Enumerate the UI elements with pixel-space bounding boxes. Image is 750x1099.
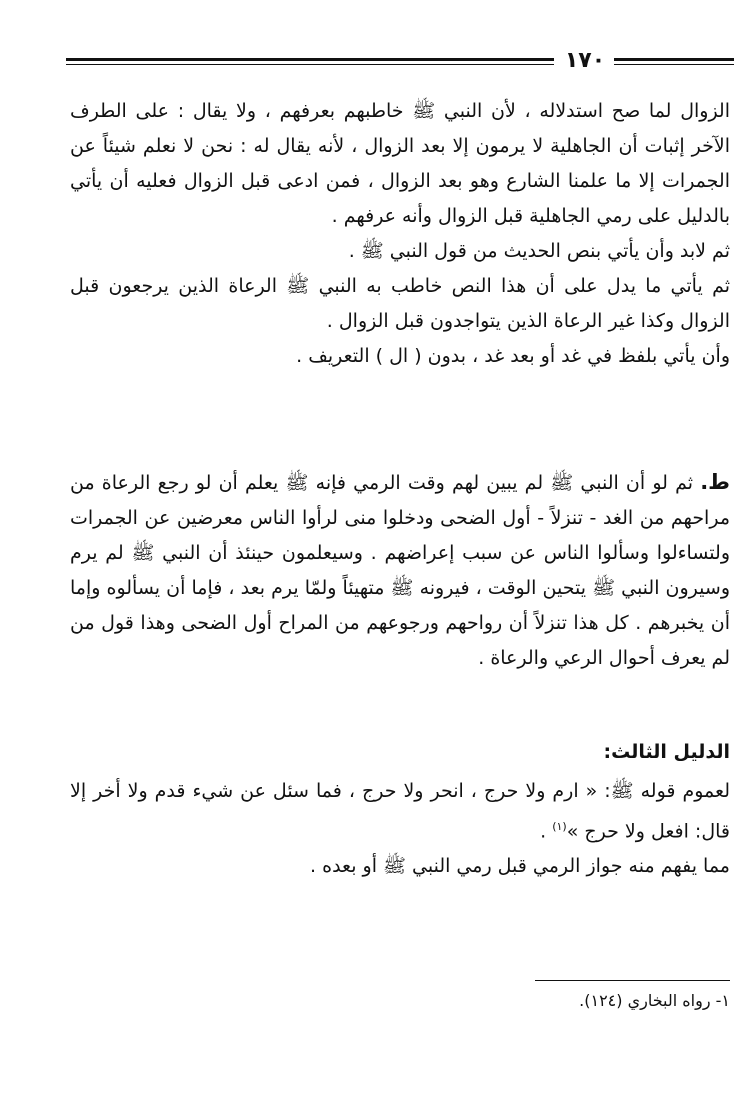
paragraph: ثم يأتي ما يدل على أن هذا النص خاطب به النبي ﷺ الرعاة الذين يرجعون قبل الزوال وكذا غير الرعاة الذين يتواجدون قبل الزوال . <box>70 275 730 332</box>
header-rule-right <box>614 58 734 65</box>
page-number: ١٧٠ <box>564 48 606 73</box>
section-heading: الدليل الثالث: <box>603 741 730 763</box>
header-rule-left <box>66 58 554 65</box>
paragraph: ثم لابد وأن يأتي بنص الحديث من قول النبي ﷺ . <box>348 240 730 262</box>
paragraph: مما يفهم منه جواز الرمي قبل رمي النبي ﷺ أو بعده . <box>310 855 730 878</box>
paragraph <box>70 465 730 676</box>
paragraph <box>70 774 730 849</box>
paragraph-text: لعموم قوله ﷺ: « ارم ولا حرج ، انحر ولا حرج ، فما سئل عن شيء قدم ولا أخر إلا قال: افعل ولا حرج » <box>70 780 730 843</box>
section-marker: ط. <box>700 470 730 494</box>
paragraph: وأن يأتي بلفظ في غد أو بعد غد ، بدون ( ال ) التعريف . <box>296 345 730 367</box>
text-block-2 <box>70 465 730 676</box>
text-block-1 <box>70 94 730 374</box>
footnote-divider <box>535 980 730 981</box>
footnote-reference[interactable]: (١) <box>552 820 567 833</box>
footnote: ١- رواه البخاري (١٢٤). <box>579 991 730 1010</box>
paragraph-end: . <box>540 820 553 843</box>
text-block-3 <box>70 735 730 884</box>
paragraph-text: ثم لو أن النبي ﷺ لم يبين لهم وقت الرمي فإنه ﷺ يعلم أن لو رجع الرعاة من مراحهم من الغد - تنزلاً - أول الضحى ودخلوا منى لرأوا الناس معرضين عن الجمرات ولتساءلوا وسألوا الناس عن سبب إعراضهم . وسيعلمون حينئذ أن النبي ﷺ لم يرم وسيرون النبي ﷺ يتحين الوقت ، فيرونه ﷺ متهيئاً ولمّا يرم بعد ، فإما أن يسألوه وإما أن يخبرهم . كل هذا تنزلاً أن رواحهم ورجوعهم من المراح أول الضحى وهذا قول من لم يعرف أحوال الرعي والرعاة . <box>70 472 730 669</box>
paragraph: الزوال لما صح استدلاله ، لأن النبي ﷺ خاطبهم بعرفهم ، ولا يقال : على الطرف الآخر إثبات أن الجاهلية لا يرمون إلا بعد الزوال ، لأنه يقال له : نحن لا نعلم شيئاً عن الجمرات إلا ما علمنا الشارع وهو بعد الزوال ، فمن ادعى قبل الزوال فعليه أن يأتي بالدليل على رمي الجاهلية قبل الزوال وأنه عرفهم . <box>70 100 730 227</box>
page-header <box>66 48 734 73</box>
